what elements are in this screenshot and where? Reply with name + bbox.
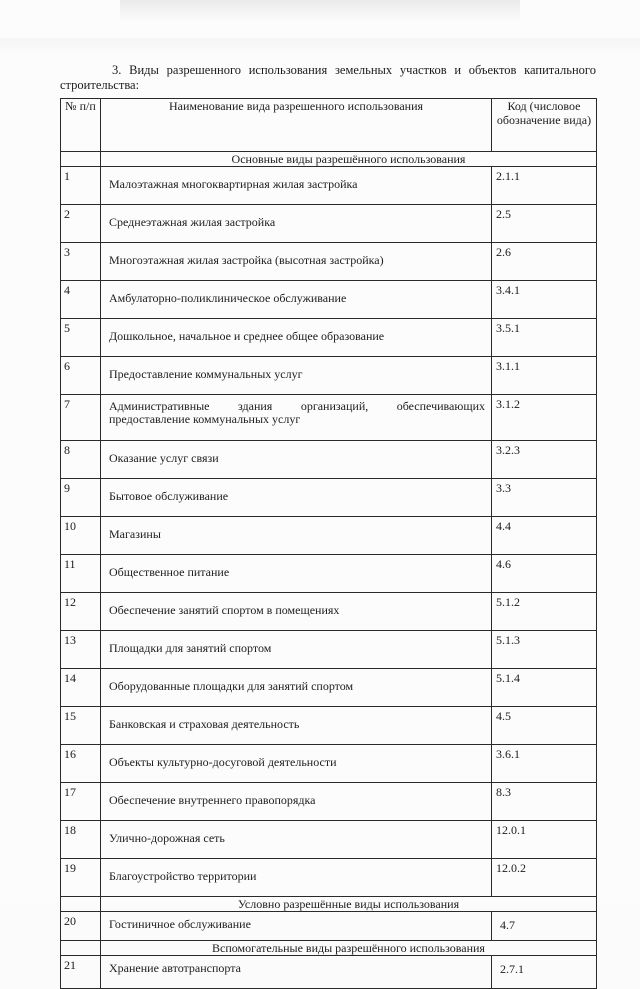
row-use-name: Площадки для занятий спортом: [101, 631, 492, 669]
row-use-name: Магазины: [101, 517, 492, 555]
table-row: [61, 167, 597, 205]
section-empty-cell: [61, 152, 101, 167]
row-use-code: 2.5: [492, 205, 597, 243]
row-use-code: 12.0.1: [492, 821, 597, 859]
row-use-code: 4.4: [492, 517, 597, 555]
header-name: Наименование вида разрешенного использования: [101, 99, 492, 152]
table-row: [61, 783, 597, 821]
table-header-row: [61, 99, 597, 152]
row-use-name: Банковская и страховая деятельность: [101, 707, 492, 745]
row-use-name: Многоэтажная жилая застройка (высотная застройка): [101, 243, 492, 281]
scan-artifact: [0, 38, 640, 56]
row-use-name: Предоставление коммунальных услуг: [101, 357, 492, 395]
row-use-name: Обеспечение внутреннего правопорядка: [101, 783, 492, 821]
row-use-name: Оборудованные площадки для занятий спортом: [101, 669, 492, 707]
row-use-code: 2.7.1: [492, 956, 597, 989]
row-use-name: Общественное питание: [101, 555, 492, 593]
table-row: [61, 912, 597, 941]
row-use-code: 5.1.3: [492, 631, 597, 669]
section-header-row: [61, 897, 597, 912]
section-header-row: [61, 941, 597, 956]
row-number: 9: [61, 479, 101, 517]
row-use-name: Обеспечение занятий спортом в помещениях: [101, 593, 492, 631]
row-use-name: Амбулаторно-поликлиническое обслуживание: [101, 281, 492, 319]
row-use-code: 4.5: [492, 707, 597, 745]
table-row: [61, 669, 597, 707]
table-row: [61, 395, 597, 441]
row-number: 13: [61, 631, 101, 669]
row-number: 15: [61, 707, 101, 745]
table-row: [61, 441, 597, 479]
row-number: 14: [61, 669, 101, 707]
row-use-name: Гостиничное обслуживание: [101, 912, 492, 941]
row-number: 8: [61, 441, 101, 479]
header-num: № п/п: [61, 99, 101, 152]
row-number: 21: [61, 956, 101, 989]
table-row: [61, 357, 597, 395]
section-title: Основные виды разрешённого использования: [101, 152, 597, 167]
row-use-name: Среднеэтажная жилая застройка: [101, 205, 492, 243]
row-number: 18: [61, 821, 101, 859]
row-use-code: 2.6: [492, 243, 597, 281]
section-empty-cell: [61, 897, 101, 912]
row-use-name: Благоустройство территории: [101, 859, 492, 897]
table-row: [61, 205, 597, 243]
row-number: 4: [61, 281, 101, 319]
table-body: [61, 152, 597, 989]
table-row: [61, 859, 597, 897]
table-row: [61, 517, 597, 555]
row-use-name: Оказание услуг связи: [101, 441, 492, 479]
table-row: [61, 956, 597, 989]
table-row: [61, 281, 597, 319]
row-number: 2: [61, 205, 101, 243]
row-use-name: Дошкольное, начальное и среднее общее образование: [101, 319, 492, 357]
table-row: [61, 479, 597, 517]
row-number: 5: [61, 319, 101, 357]
row-use-name: Улично-дорожная сеть: [101, 821, 492, 859]
row-use-code: 5.1.2: [492, 593, 597, 631]
row-number: 16: [61, 745, 101, 783]
table-row: [61, 821, 597, 859]
row-use-code: 3.4.1: [492, 281, 597, 319]
row-number: 20: [61, 912, 101, 941]
row-use-name: Малоэтажная многоквартирная жилая застройка: [101, 167, 492, 205]
row-use-code: 3.6.1: [492, 745, 597, 783]
row-number: 12: [61, 593, 101, 631]
section-empty-cell: [61, 941, 101, 956]
row-number: 3: [61, 243, 101, 281]
table-row: [61, 707, 597, 745]
table-row: [61, 555, 597, 593]
row-use-name: Хранение автотранспорта: [101, 956, 492, 989]
row-use-name: Бытовое обслуживание: [101, 479, 492, 517]
row-use-code: 12.0.2: [492, 859, 597, 897]
table-row: [61, 631, 597, 669]
table-row: [61, 593, 597, 631]
row-use-code: 3.5.1: [492, 319, 597, 357]
row-use-code: 8.3: [492, 783, 597, 821]
scan-artifact: [120, 0, 520, 22]
row-use-code: 3.2.3: [492, 441, 597, 479]
section-intro-paragraph: 3. Виды разрешенного использования земельных участков и объектов капитального строительства:: [60, 63, 596, 92]
row-use-code: 4.7: [492, 912, 597, 941]
section-header-row: [61, 152, 597, 167]
row-number: 19: [61, 859, 101, 897]
row-use-code: 4.6: [492, 555, 597, 593]
row-use-code: 2.1.1: [492, 167, 597, 205]
row-use-code: 3.3: [492, 479, 597, 517]
row-number: 17: [61, 783, 101, 821]
table-row: [61, 319, 597, 357]
table-row: [61, 745, 597, 783]
row-number: 11: [61, 555, 101, 593]
land-use-table: [60, 98, 597, 989]
row-use-code: 5.1.4: [492, 669, 597, 707]
row-number: 10: [61, 517, 101, 555]
section-title: Вспомогательные виды разрешённого использования: [101, 941, 597, 956]
row-use-code: 3.1.2: [492, 395, 597, 441]
row-number: 6: [61, 357, 101, 395]
row-number: 1: [61, 167, 101, 205]
row-use-name: Административные здания организаций, обеспечивающих предоставление коммунальных услуг: [101, 395, 492, 441]
row-use-name: Объекты культурно-досуговой деятельности: [101, 745, 492, 783]
row-number: 7: [61, 395, 101, 441]
section-title: Условно разрешённые виды использования: [101, 897, 597, 912]
table-row: [61, 243, 597, 281]
header-code: Код (числовое обозначение вида): [492, 99, 597, 152]
row-use-code: 3.1.1: [492, 357, 597, 395]
